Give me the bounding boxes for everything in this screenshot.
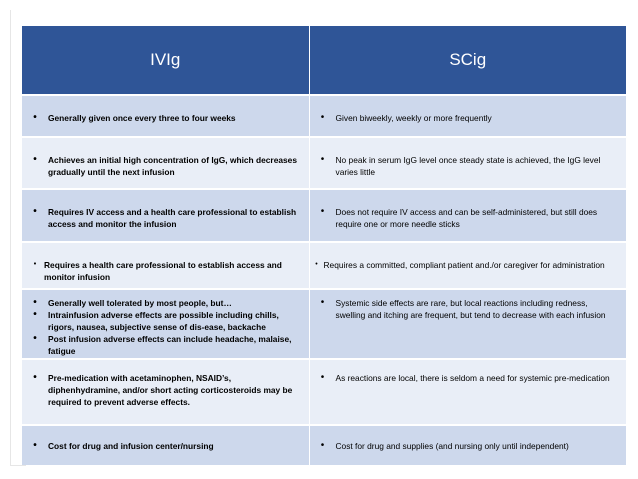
bullet-icon: • xyxy=(33,112,37,123)
bullet-icon: • xyxy=(320,297,325,308)
bullet-icon: • xyxy=(315,261,318,268)
ivig-text: Pre-medication with acetaminophen, NSAID’s, diphenhydramine, and/or short acting corticosteroids may be required to prevent adverse effects. xyxy=(48,373,293,407)
scig-cell xyxy=(309,289,626,359)
scig-cell xyxy=(309,359,626,425)
scig-text: Does not require IV access and can be self-administered, but still does require one or more needle sticks xyxy=(335,207,598,229)
bullet-icon: • xyxy=(320,440,325,451)
scig-text: Given biweekly, weekly or more frequently xyxy=(335,113,492,123)
bullet-icon: • xyxy=(320,112,325,123)
scig-text: Requires a committed, compliant patient and./or caregiver for administration xyxy=(323,260,605,270)
bullet-icon: • xyxy=(33,372,37,383)
table-row xyxy=(22,137,626,189)
ivig-text: Generally given once every three to four weeks xyxy=(48,113,236,123)
bullet-icon: • xyxy=(320,372,325,383)
scig-cell xyxy=(309,189,626,242)
scig-cell xyxy=(309,137,626,189)
ivig-text: Intrainfusion adverse effects are possible including chills, rigors, nausea, subjective sense of dis-ease, backache xyxy=(48,310,279,332)
table-row xyxy=(22,425,626,465)
table-row xyxy=(22,95,626,137)
bullet-icon: • xyxy=(33,297,37,308)
ivig-text: Requires a health care professional to establish access and monitor infusion xyxy=(44,260,282,282)
ivig-cell xyxy=(22,425,309,465)
scig-text: Cost for drug and supplies (and nursing only until independent) xyxy=(335,441,569,451)
table-row xyxy=(22,289,626,359)
scig-text: As reactions are local, there is seldom a need for systemic pre-medication xyxy=(335,373,610,383)
ivig-text: Post infusion adverse effects can include headache, malaise, fatigue xyxy=(48,334,292,356)
ivig-cell xyxy=(22,189,309,242)
scig-text: No peak in serum IgG level once steady state is achieved, the IgG level varies little xyxy=(335,155,601,177)
ivig-cell xyxy=(22,137,309,189)
slide-edge xyxy=(10,10,11,465)
ivig-cell xyxy=(22,289,309,359)
ivig-cell xyxy=(22,95,309,137)
ivig-cell xyxy=(22,242,309,289)
bullet-icon: • xyxy=(33,333,37,344)
bullet-icon: • xyxy=(33,309,37,320)
bullet-icon: • xyxy=(320,154,325,165)
scig-cell xyxy=(309,242,626,289)
ivig-text: Achieves an initial high concentration of IgG, which decreases gradually until the next infusion xyxy=(48,155,297,177)
table-row xyxy=(22,242,626,289)
table-row xyxy=(22,189,626,242)
ivig-text: Generally well tolerated by most people, but… xyxy=(48,298,232,308)
bullet-icon: • xyxy=(33,206,37,217)
header-row xyxy=(22,26,626,95)
ivig-text: Cost for drug and infusion center/nursing xyxy=(48,441,214,451)
scig-cell xyxy=(309,425,626,465)
ivig-cell xyxy=(22,359,309,425)
header-scig: SCig xyxy=(309,26,626,95)
bullet-icon: • xyxy=(33,154,37,165)
header-ivig: IVIg xyxy=(22,26,309,95)
scig-text: Systemic side effects are rare, but local reactions including redness, swelling and itching are frequent, but tend to decrease with each infusion xyxy=(335,298,606,320)
ivig-text: Requires IV access and a health care professional to establish access and monitor the infusion xyxy=(48,207,297,229)
bullet-icon: • xyxy=(320,206,325,217)
table-row xyxy=(22,359,626,425)
slide-edge-bottom xyxy=(10,465,26,466)
bullet-icon: • xyxy=(33,440,37,451)
comparison-table xyxy=(22,26,626,465)
scig-cell xyxy=(309,95,626,137)
bullet-icon: • xyxy=(33,261,37,268)
